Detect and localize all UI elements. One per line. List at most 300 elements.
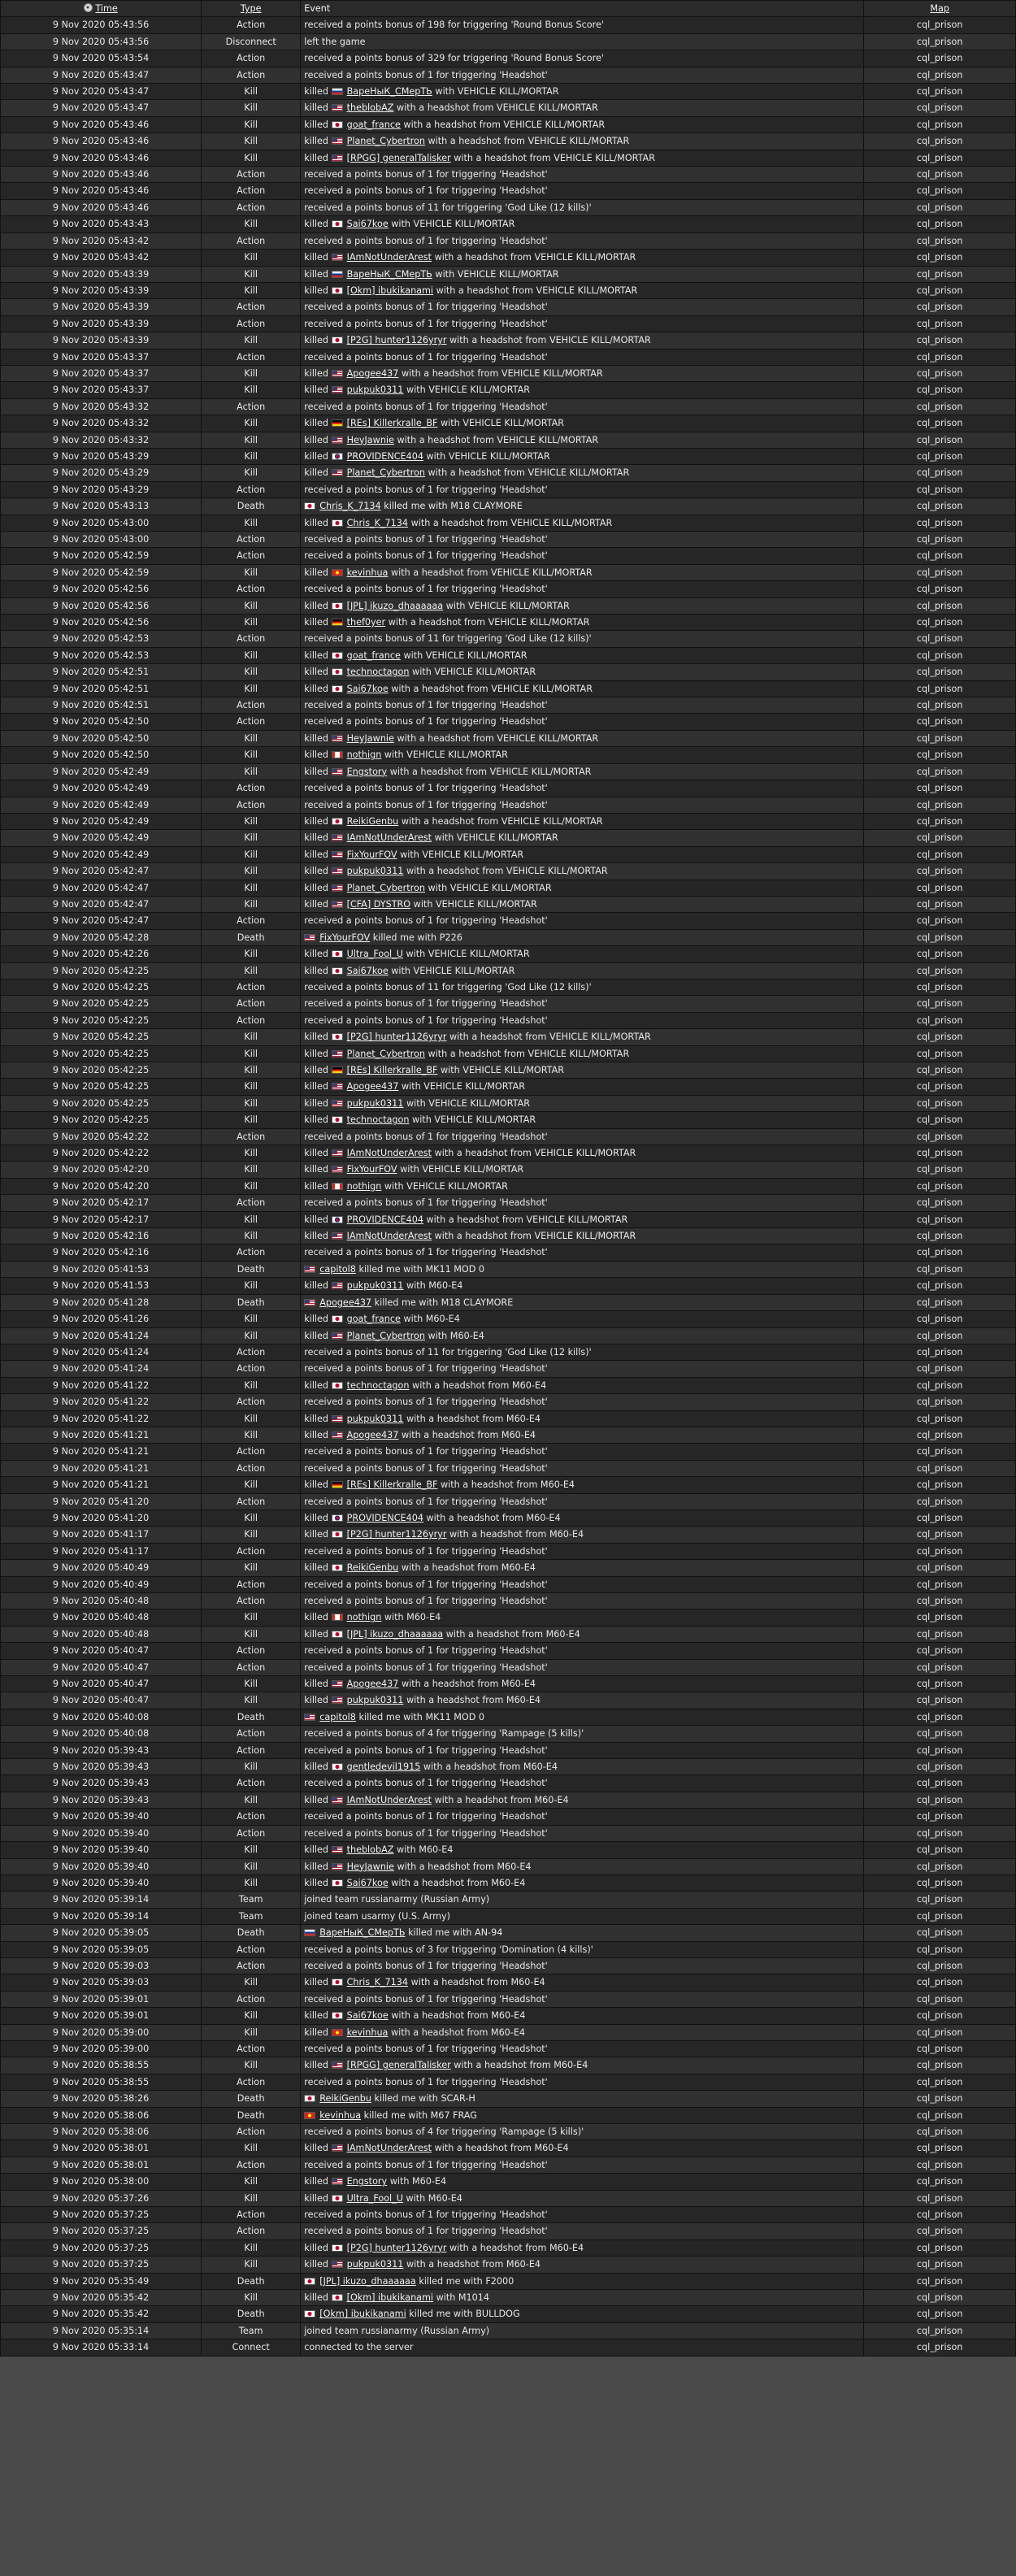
- player-link[interactable]: theblobAZ: [346, 1844, 394, 1856]
- player-link[interactable]: FixYourFOV: [319, 932, 371, 943]
- table-row: [1, 930, 1015, 945]
- event-map: cql_prison: [864, 1245, 1015, 1260]
- event-time: 9 Nov 2020 05:35:14: [1, 2323, 201, 2339]
- event-type: Kill: [202, 2191, 300, 2206]
- event-map: cql_prison: [864, 1643, 1015, 1658]
- event-map: cql_prison: [864, 764, 1015, 780]
- table-row: [1, 482, 1015, 497]
- event-text: killed: [304, 949, 329, 960]
- player-link[interactable]: technoctagon: [346, 1379, 410, 1391]
- sort-by-time-link[interactable]: Time: [95, 3, 118, 14]
- event-type: Kill: [202, 2025, 300, 2040]
- event-text: killed: [304, 849, 329, 860]
- player-link[interactable]: pukpuk0311: [346, 384, 404, 396]
- event-text: received a points bonus of 1 for triggering 'Headshot': [304, 1496, 548, 1507]
- country-flag-icon: [332, 1149, 343, 1157]
- event-time: 9 Nov 2020 05:37:25: [1, 2257, 201, 2272]
- player-link[interactable]: Planet_Cybertron: [346, 882, 425, 893]
- event-detail: with M1014: [436, 2292, 490, 2304]
- table-row: [1, 1112, 1015, 1127]
- event-map: cql_prison: [864, 1361, 1015, 1376]
- column-header-time[interactable]: [1, 1, 201, 16]
- table-row: [1, 332, 1015, 348]
- country-flag-icon: [332, 1183, 343, 1190]
- event-type: Kill: [202, 615, 300, 630]
- player-link[interactable]: ReikiGenbu: [346, 815, 399, 827]
- event-map: cql_prison: [864, 2091, 1015, 2106]
- event-text: received a points bonus of 1 for triggering 'Headshot': [304, 1446, 548, 1457]
- player-link[interactable]: [P2G] hunter1126yryr: [346, 1529, 447, 1540]
- player-link[interactable]: Apogee437: [319, 1297, 372, 1308]
- table-row: [1, 897, 1015, 912]
- player-link[interactable]: [P2G] hunter1126yryr: [346, 335, 447, 346]
- event-detail: with VEHICLE KILL/MORTAR: [384, 749, 508, 761]
- player-link[interactable]: Planet_Cybertron: [346, 1048, 425, 1059]
- player-link[interactable]: [RPGG] generalTalisker: [346, 2060, 451, 2071]
- event-description: [301, 1759, 863, 1775]
- event-text: killed: [304, 1048, 329, 1059]
- player-link[interactable]: IAmNotUnderArest: [346, 1148, 432, 1159]
- event-type: Kill: [202, 863, 300, 879]
- player-link[interactable]: Sai67koe: [346, 219, 389, 230]
- player-link[interactable]: PROVIDENCE404: [346, 1214, 423, 1225]
- event-detail: with VEHICLE KILL/MORTAR: [391, 965, 515, 976]
- event-description: [301, 2223, 863, 2239]
- player-link[interactable]: [Okm] ibukikanami: [319, 2309, 406, 2320]
- player-link[interactable]: ReikiGenbu: [319, 2093, 371, 2105]
- event-description: [301, 150, 863, 166]
- country-flag-icon: [332, 884, 343, 892]
- table-row: [1, 283, 1015, 298]
- event-detail: with a headshot from VEHICLE KILL/MORTAR: [403, 119, 606, 130]
- event-text: received a points bonus of 1 for triggering 'Headshot': [304, 1827, 548, 1839]
- player-link[interactable]: pukpuk0311: [346, 1280, 404, 1292]
- event-type: Death: [202, 498, 300, 514]
- event-time: 9 Nov 2020 05:39:43: [1, 1759, 201, 1775]
- event-type: Action: [202, 2223, 300, 2239]
- event-description: [301, 67, 863, 83]
- event-time: 9 Nov 2020 05:39:40: [1, 1826, 201, 1841]
- player-link[interactable]: Chris_K_7134: [346, 517, 409, 528]
- event-text: killed: [304, 1097, 329, 1109]
- event-text: received a points bonus of 11 for triggering 'God Like (12 kills)': [304, 1346, 592, 1358]
- event-time: 9 Nov 2020 05:41:21: [1, 1427, 201, 1443]
- column-header-map[interactable]: [864, 1, 1015, 16]
- table-row: [1, 233, 1015, 249]
- player-link[interactable]: Planet_Cybertron: [346, 1330, 425, 1341]
- event-map: cql_prison: [864, 482, 1015, 497]
- player-link[interactable]: [REs] Killerkralle_BF: [346, 1479, 438, 1491]
- table-row: [1, 2008, 1015, 2023]
- event-time: 9 Nov 2020 05:33:14: [1, 2339, 201, 2355]
- event-description: [301, 100, 863, 115]
- event-time: 9 Nov 2020 05:41:22: [1, 1411, 201, 1427]
- player-link[interactable]: PROVIDENCE404: [346, 450, 423, 462]
- sort-by-type-link[interactable]: Type: [240, 3, 262, 14]
- event-text: killed: [304, 1214, 329, 1225]
- event-time: 9 Nov 2020 05:41:17: [1, 1527, 201, 1542]
- player-link[interactable]: nothign: [346, 749, 382, 761]
- table-row: [1, 648, 1015, 663]
- country-flag-icon: [332, 121, 343, 128]
- event-text: killed: [304, 285, 329, 296]
- country-flag-icon: [332, 1763, 343, 1770]
- event-type: Action: [202, 17, 300, 33]
- event-detail: with M60-E4: [428, 1330, 484, 1341]
- player-link[interactable]: FixYourFOV: [346, 849, 397, 860]
- event-type: Kill: [202, 1676, 300, 1692]
- player-link[interactable]: pukpuk0311: [346, 1097, 404, 1109]
- player-link[interactable]: PROVIDENCE404: [346, 1512, 423, 1523]
- table-row: [1, 681, 1015, 697]
- event-description: [301, 2025, 863, 2040]
- event-map: cql_prison: [864, 1427, 1015, 1443]
- event-text: received a points bonus of 1 for triggering 'Headshot': [304, 700, 548, 711]
- event-map: cql_prison: [864, 1692, 1015, 1708]
- event-description: [301, 731, 863, 746]
- player-link[interactable]: HeyJawnie: [346, 732, 394, 744]
- event-text: killed: [304, 152, 329, 163]
- event-time: 9 Nov 2020 05:43:42: [1, 250, 201, 265]
- player-link[interactable]: [Okm] ibukikanami: [346, 285, 434, 296]
- player-link[interactable]: Apogee437: [346, 367, 399, 379]
- event-map: cql_prison: [864, 1609, 1015, 1625]
- event-description: [301, 1726, 863, 1741]
- player-link[interactable]: pukpuk0311: [346, 866, 404, 877]
- player-link[interactable]: goat_france: [346, 649, 401, 661]
- event-map: cql_prison: [864, 1709, 1015, 1725]
- player-link[interactable]: capitol8: [319, 1711, 356, 1722]
- event-text: received a points bonus of 1 for triggering 'Headshot': [304, 799, 548, 810]
- event-map: cql_prison: [864, 1527, 1015, 1542]
- event-description: [301, 515, 863, 531]
- table-row: [1, 2240, 1015, 2256]
- sort-descending-icon[interactable]: [84, 3, 93, 12]
- player-link[interactable]: ВареНыК_СМерТЬ: [346, 268, 432, 280]
- event-description: [301, 830, 863, 845]
- event-type: Kill: [202, 1046, 300, 1062]
- country-flag-icon: [304, 2112, 315, 2119]
- event-time: 9 Nov 2020 05:39:40: [1, 1842, 201, 1857]
- table-row: [1, 117, 1015, 132]
- country-flag-icon: [332, 437, 343, 444]
- table-row: [1, 2207, 1015, 2222]
- table-row: [1, 2191, 1015, 2206]
- table-row: [1, 1692, 1015, 1708]
- country-flag-icon: [332, 1315, 343, 1323]
- player-link[interactable]: IAmNotUnderArest: [346, 2143, 432, 2154]
- player-link[interactable]: Ultra_Fool_U: [346, 2192, 403, 2204]
- player-link[interactable]: HeyJawnie: [346, 434, 394, 445]
- country-flag-icon: [332, 619, 343, 626]
- country-flag-icon: [332, 1116, 343, 1123]
- event-detail: with VEHICLE KILL/MORTAR: [401, 1081, 526, 1093]
- country-flag-icon: [332, 1216, 343, 1223]
- country-flag-icon: [332, 2261, 343, 2268]
- country-flag-icon: [332, 1614, 343, 1621]
- player-link[interactable]: technoctagon: [346, 667, 410, 678]
- event-type: Action: [202, 714, 300, 729]
- event-type: Action: [202, 797, 300, 813]
- event-map: cql_prison: [864, 84, 1015, 99]
- table-row: [1, 1245, 1015, 1260]
- event-text: received a points bonus of 1 for triggering 'Headshot': [304, 318, 548, 329]
- event-time: 9 Nov 2020 05:39:14: [1, 1892, 201, 1907]
- event-time: 9 Nov 2020 05:41:53: [1, 1278, 201, 1293]
- country-flag-icon: [304, 502, 315, 510]
- country-flag-icon: [332, 1531, 343, 1538]
- event-text: killed: [304, 2259, 329, 2270]
- player-link[interactable]: ReikiGenbu: [346, 1562, 399, 1574]
- table-row: [1, 250, 1015, 265]
- player-link[interactable]: [REs] Killerkralle_BF: [346, 1065, 438, 1075]
- table-row: [1, 1079, 1015, 1094]
- player-link[interactable]: [CFA] DYSTRO: [346, 898, 411, 910]
- event-map: cql_prison: [864, 332, 1015, 348]
- player-link[interactable]: ВареНыК_СМерТЬ: [346, 86, 432, 98]
- event-header-label: Event: [304, 3, 331, 14]
- event-type: Action: [202, 913, 300, 928]
- player-link[interactable]: HeyJawnie: [346, 1861, 394, 1872]
- table-row: [1, 1743, 1015, 1758]
- event-time: 9 Nov 2020 05:43:46: [1, 200, 201, 215]
- player-link[interactable]: gentledevil1915: [346, 1761, 421, 1773]
- event-map: cql_prison: [864, 34, 1015, 50]
- event-type: Team: [202, 1892, 300, 1907]
- event-text: killed: [304, 732, 329, 744]
- table-row: [1, 1775, 1015, 1791]
- event-map: cql_prison: [864, 250, 1015, 265]
- event-type: Action: [202, 1743, 300, 1758]
- event-map: cql_prison: [864, 1411, 1015, 1427]
- player-link[interactable]: goat_france: [346, 1314, 401, 1325]
- player-link[interactable]: ВареНыК_СМерТЬ: [319, 1927, 406, 1939]
- event-detail: with a headshot from M60-E4: [406, 1413, 541, 1424]
- event-text: received a points bonus of 1 for triggering 'Headshot': [304, 783, 548, 794]
- table-row: [1, 2323, 1015, 2339]
- event-time: 9 Nov 2020 05:41:17: [1, 1544, 201, 1559]
- event-type: Kill: [202, 1212, 300, 1227]
- player-link[interactable]: IAmNotUnderArest: [346, 832, 432, 844]
- event-map: cql_prison: [864, 548, 1015, 563]
- table-row: [1, 697, 1015, 713]
- table-row: [1, 565, 1015, 580]
- event-description: [301, 1627, 863, 1642]
- country-flag-icon: [332, 967, 343, 975]
- table-row: [1, 399, 1015, 415]
- event-type: Action: [202, 980, 300, 995]
- event-type: Action: [202, 1013, 300, 1028]
- player-link[interactable]: Sai67koe: [346, 683, 389, 694]
- player-link[interactable]: Sai67koe: [346, 2010, 389, 2022]
- table-row: [1, 1328, 1015, 1344]
- event-type: Action: [202, 1809, 300, 1824]
- table-header-row: [1, 1, 1015, 16]
- table-row: [1, 515, 1015, 531]
- event-time: 9 Nov 2020 05:43:29: [1, 482, 201, 497]
- event-text: received a points bonus of 1 for triggering 'Headshot': [304, 915, 548, 927]
- event-type: Death: [202, 1262, 300, 1277]
- event-text: killed: [304, 1379, 329, 1391]
- event-description: [301, 1792, 863, 1808]
- player-link[interactable]: [REs] Killerkralle_BF: [346, 418, 438, 429]
- country-flag-icon: [332, 419, 343, 427]
- player-link[interactable]: goat_france: [346, 119, 401, 130]
- player-link[interactable]: pukpuk0311: [346, 1413, 404, 1424]
- player-link[interactable]: IAmNotUnderArest: [346, 1231, 432, 1242]
- event-time: 9 Nov 2020 05:39:43: [1, 1775, 201, 1791]
- player-link[interactable]: Chris_K_7134: [346, 1977, 409, 1988]
- event-time: 9 Nov 2020 05:43:39: [1, 267, 201, 282]
- event-time: 9 Nov 2020 05:39:40: [1, 1809, 201, 1824]
- event-text: received a points bonus of 1 for triggering 'Headshot': [304, 302, 548, 313]
- player-link[interactable]: kevinhua: [346, 567, 389, 578]
- player-link[interactable]: [JPL] ikuzo_dhaaaaaa: [346, 600, 444, 611]
- column-header-type[interactable]: [202, 1, 300, 16]
- player-link[interactable]: FixYourFOV: [346, 1164, 397, 1175]
- table-row: [1, 946, 1015, 962]
- event-detail: with a headshot from VEHICLE KILL/MORTAR: [397, 102, 598, 114]
- event-type: Kill: [202, 1627, 300, 1642]
- player-link[interactable]: [P2G] hunter1126yryr: [346, 1032, 447, 1043]
- player-link[interactable]: Planet_Cybertron: [346, 136, 425, 147]
- event-time: 9 Nov 2020 05:43:47: [1, 100, 201, 115]
- sort-by-map-link[interactable]: Map: [930, 3, 949, 14]
- event-type: Action: [202, 780, 300, 796]
- event-type: Action: [202, 183, 300, 198]
- event-type: Kill: [202, 731, 300, 746]
- event-description: [301, 814, 863, 829]
- player-link[interactable]: IAmNotUnderArest: [346, 252, 432, 263]
- country-flag-icon: [332, 2012, 343, 2019]
- event-description: [301, 714, 863, 729]
- event-description: [301, 697, 863, 713]
- country-flag-icon: [332, 2195, 343, 2202]
- event-detail: with VEHICLE KILL/MORTAR: [435, 86, 559, 98]
- event-time: 9 Nov 2020 05:42:56: [1, 581, 201, 597]
- event-map: cql_prison: [864, 1859, 1015, 1874]
- event-time: 9 Nov 2020 05:42:25: [1, 1096, 201, 1111]
- player-link[interactable]: [RPGG] generalTalisker: [346, 152, 451, 163]
- player-link[interactable]: pukpuk0311: [346, 2259, 404, 2270]
- event-time: 9 Nov 2020 05:42:25: [1, 1079, 201, 1094]
- event-map: cql_prison: [864, 1195, 1015, 1210]
- player-link[interactable]: Chris_K_7134: [319, 501, 381, 512]
- player-link[interactable]: Ultra_Fool_U: [346, 949, 403, 960]
- player-link[interactable]: IAmNotUnderArest: [346, 1794, 432, 1805]
- table-row: [1, 2108, 1015, 2123]
- table-row: [1, 2174, 1015, 2189]
- event-type: Kill: [202, 515, 300, 531]
- event-description: [301, 382, 863, 397]
- event-map: cql_prison: [864, 1809, 1015, 1824]
- country-flag-icon: [332, 1166, 343, 1173]
- event-map: cql_prison: [864, 2339, 1015, 2355]
- player-link[interactable]: Apogee437: [346, 1081, 399, 1093]
- player-link[interactable]: nothign: [346, 1612, 382, 1623]
- player-link[interactable]: Sai67koe: [346, 965, 389, 976]
- player-link[interactable]: kevinhua: [346, 2026, 389, 2038]
- table-row: [1, 1311, 1015, 1327]
- event-map: cql_prison: [864, 2223, 1015, 2239]
- event-text: killed: [304, 1114, 329, 1126]
- event-description: [301, 2257, 863, 2272]
- event-text: joined team russianarmy (Russian Army): [304, 1894, 490, 1905]
- table-row: [1, 731, 1015, 746]
- event-description: [301, 2074, 863, 2090]
- event-description: [301, 2339, 863, 2355]
- event-time: 9 Nov 2020 05:43:37: [1, 350, 201, 365]
- player-link[interactable]: [Okm] ibukikanami: [346, 2292, 434, 2304]
- event-description: [301, 1809, 863, 1824]
- player-link[interactable]: capitol8: [319, 1263, 356, 1275]
- player-link[interactable]: pukpuk0311: [346, 1695, 404, 1706]
- player-link[interactable]: Engstory: [346, 2176, 388, 2187]
- table-row: [1, 1344, 1015, 1360]
- event-detail: with VEHICLE KILL/MORTAR: [406, 949, 530, 960]
- player-link[interactable]: Planet_Cybertron: [346, 467, 425, 479]
- event-type: Kill: [202, 1029, 300, 1045]
- table-row: [1, 1461, 1015, 1476]
- event-type: Death: [202, 2306, 300, 2322]
- player-link[interactable]: Apogee437: [346, 1429, 399, 1440]
- player-link[interactable]: Apogee437: [346, 1679, 399, 1690]
- table-row: [1, 830, 1015, 845]
- event-type: Action: [202, 200, 300, 215]
- player-link[interactable]: nothign: [346, 1180, 382, 1192]
- player-link[interactable]: kevinhua: [319, 2109, 362, 2121]
- event-text: killed: [304, 418, 329, 429]
- event-time: 9 Nov 2020 05:38:01: [1, 2140, 201, 2156]
- event-type: Kill: [202, 814, 300, 829]
- player-link[interactable]: technoctagon: [346, 1114, 410, 1126]
- event-map: cql_prison: [864, 216, 1015, 232]
- event-log-body: [1, 17, 1015, 2355]
- event-time: 9 Nov 2020 05:42:25: [1, 1112, 201, 1127]
- event-map: cql_prison: [864, 67, 1015, 83]
- event-time: 9 Nov 2020 05:38:26: [1, 2091, 201, 2106]
- event-type: Action: [202, 350, 300, 365]
- player-link[interactable]: [P2G] hunter1126yryr: [346, 2242, 447, 2253]
- country-flag-icon: [332, 1680, 343, 1688]
- player-link[interactable]: theblobAZ: [346, 102, 394, 114]
- event-map: cql_prison: [864, 2306, 1015, 2322]
- country-flag-icon: [332, 685, 343, 693]
- event-description: [301, 996, 863, 1011]
- event-type: Kill: [202, 963, 300, 979]
- country-flag-icon: [332, 2061, 343, 2069]
- player-link[interactable]: [JPL] ikuzo_dhaaaaaa: [319, 2275, 416, 2287]
- player-link[interactable]: Engstory: [346, 766, 388, 777]
- event-description: [301, 316, 863, 332]
- table-row: [1, 1361, 1015, 1376]
- event-description: [301, 1709, 863, 1725]
- event-map: cql_prison: [864, 681, 1015, 697]
- event-detail: with VEHICLE KILL/MORTAR: [400, 1164, 524, 1175]
- event-description: [301, 167, 863, 182]
- event-type: Action: [202, 1826, 300, 1841]
- event-detail: with VEHICLE KILL/MORTAR: [406, 1097, 531, 1109]
- event-map: cql_prison: [864, 648, 1015, 663]
- event-map: cql_prison: [864, 1627, 1015, 1642]
- event-description: [301, 1427, 863, 1443]
- player-link[interactable]: thef0yer: [346, 617, 386, 628]
- country-flag-icon: [332, 287, 343, 294]
- player-link[interactable]: Sai67koe: [346, 1877, 389, 1888]
- player-link[interactable]: [JPL] ikuzo_dhaaaaaa: [346, 1628, 444, 1640]
- event-description: [301, 1195, 863, 1210]
- country-flag-icon: [332, 1631, 343, 1638]
